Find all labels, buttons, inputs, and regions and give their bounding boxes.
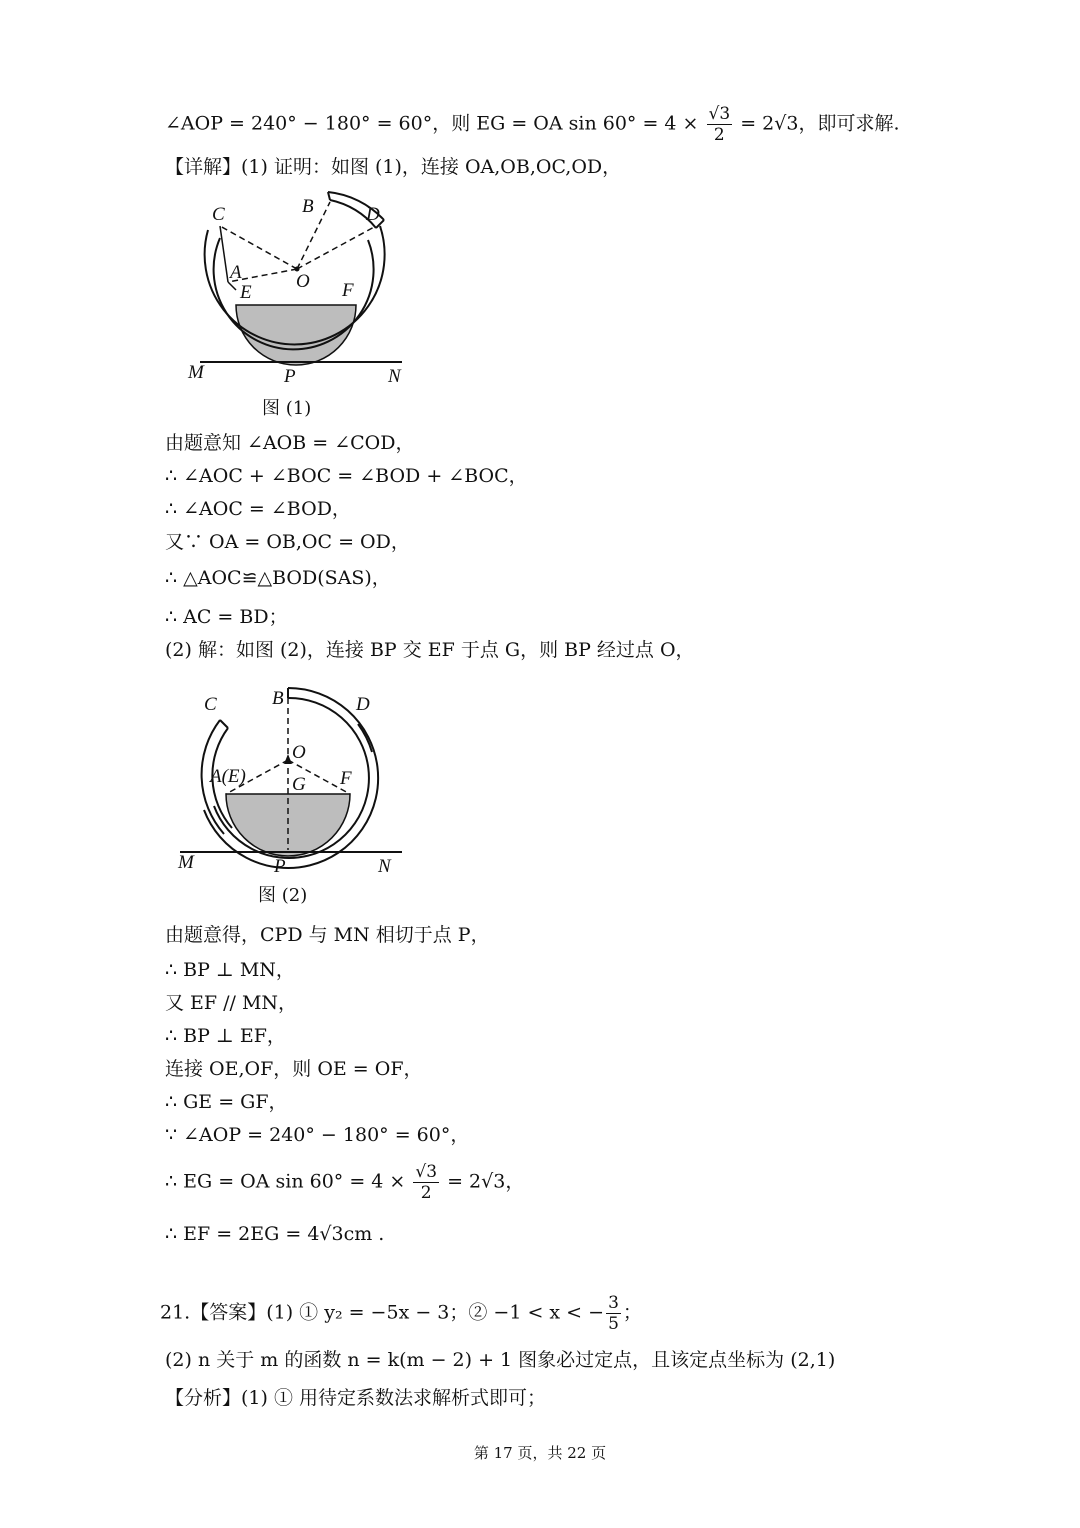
text-line-3: 由题意知 ∠AOB = ∠COD， [165, 432, 415, 454]
text-line-19 [160, 1293, 642, 1334]
text-line-6: 又∵ OA = OB,OC = OD， [165, 531, 410, 553]
figure-2-label-o: O [292, 742, 306, 763]
figure-1-label-e: E [240, 282, 252, 303]
figure-1-label-f: F [342, 280, 354, 301]
text-line-18: ∴ EF = 2EG = 4√3cm . [165, 1223, 385, 1245]
fraction-denominator: 2 [713, 125, 725, 145]
fraction-denominator: 5 [608, 1314, 619, 1334]
answer-21-part-1: 21.【答案】(1) ① y₂ = −5x − 3；② −1 < x < − [160, 1301, 605, 1324]
fraction-numerator: 3 [608, 1293, 619, 1313]
figure-2-label-m: M [178, 852, 194, 873]
text-line-1-start: ∠AOP = 240° − 180° = 60°，则 EG = OA sin 60° = 4 × [165, 112, 705, 135]
figure-2-label-c: C [204, 694, 217, 715]
figure-1-label-b: B [302, 196, 314, 217]
text-line-16: ∵ ∠AOP = 240° − 180° = 60°， [165, 1124, 470, 1146]
text-line-15: ∴ GE = GF， [165, 1091, 288, 1113]
figure-2-center-marker [284, 754, 292, 764]
figure-2-label-f: F [340, 768, 352, 789]
figure-1-line-ae [228, 282, 236, 290]
figure-2 [172, 680, 412, 880]
text-line-17-end: = 2√3， [441, 1170, 525, 1193]
figure-1-label-a: A [230, 262, 242, 283]
figure-1-caption: 图 (1) [262, 398, 312, 419]
figure-2-label-p: P [274, 856, 286, 877]
fraction-sqrt3-over-2 [707, 104, 733, 145]
figure-2-label-b: B [272, 688, 284, 709]
figure-2-label-n: N [378, 856, 391, 877]
figure-1-dash-od [297, 226, 376, 269]
figure-1-cap-b [328, 192, 330, 200]
answer-21-part-1-end: ； [622, 1301, 642, 1324]
text-line-11: ∴ BP ⊥ MN， [165, 959, 295, 981]
figure-1-label-o: O [296, 271, 310, 292]
figure-1-line-ac [220, 226, 228, 282]
fraction-denominator: 2 [420, 1183, 432, 1203]
fraction-3-over-5 [606, 1293, 621, 1334]
figure-2-cap-c [220, 720, 228, 728]
figure-1 [180, 190, 420, 390]
figure-1-label-d: D [366, 204, 380, 225]
figure-2-label-g: G [292, 774, 306, 795]
figure-2-caption: 图 (2) [258, 885, 308, 906]
text-line-14: 连接 OE,OF，则 OE = OF， [165, 1058, 423, 1080]
figure-1-label-c: C [212, 204, 225, 225]
text-line-17-start: ∴ EG = OA sin 60° = 4 × [165, 1170, 412, 1193]
figure-1-label-m: M [188, 362, 204, 383]
text-line-21: 【分析】(1) ① 用待定系数法求解析式即可； [165, 1387, 546, 1409]
figure-1-label-p: P [284, 366, 296, 387]
text-line-5: ∴ ∠AOC = ∠BOD， [165, 498, 351, 520]
text-line-17 [165, 1162, 524, 1203]
text-line-8: ∴ AC = BD； [165, 606, 288, 628]
text-line-4: ∴ ∠AOC + ∠BOC = ∠BOD + ∠BOC， [165, 465, 528, 487]
text-line-2: 【详解】(1) 证明：如图 (1)，连接 OA,OB,OC,OD， [165, 156, 622, 178]
text-line-1-end: = 2√3，即可求解. [734, 112, 900, 135]
text-line-7: ∴ △AOC≌△BOD(SAS)， [165, 567, 391, 589]
text-line-13: ∴ BP ⊥ EF， [165, 1025, 286, 1047]
fraction-sqrt3-over-2 [413, 1162, 439, 1203]
fraction-numerator: √3 [415, 1162, 438, 1182]
text-line-9: (2) 解：如图 (2)，连接 BP 交 EF 于点 G，则 BP 经过点 O， [165, 639, 695, 661]
text-line-10: 由题意得，CPD 与 MN 相切于点 P， [165, 924, 490, 946]
figure-1-label-n: N [388, 366, 401, 387]
page-footer: 第 17 页，共 22 页 [473, 1444, 607, 1462]
text-line-20: (2) n 关于 m 的函数 n = k(m − 2) + 1 图象必过定点，且该定点坐标为 (2,1) [165, 1349, 836, 1371]
text-line-1 [165, 104, 899, 145]
figure-2-label-ae: A(E) [210, 766, 246, 787]
text-line-12: 又 EF // MN， [165, 992, 298, 1014]
fraction-numerator: √3 [708, 104, 731, 124]
figure-2-label-d: D [356, 694, 370, 715]
